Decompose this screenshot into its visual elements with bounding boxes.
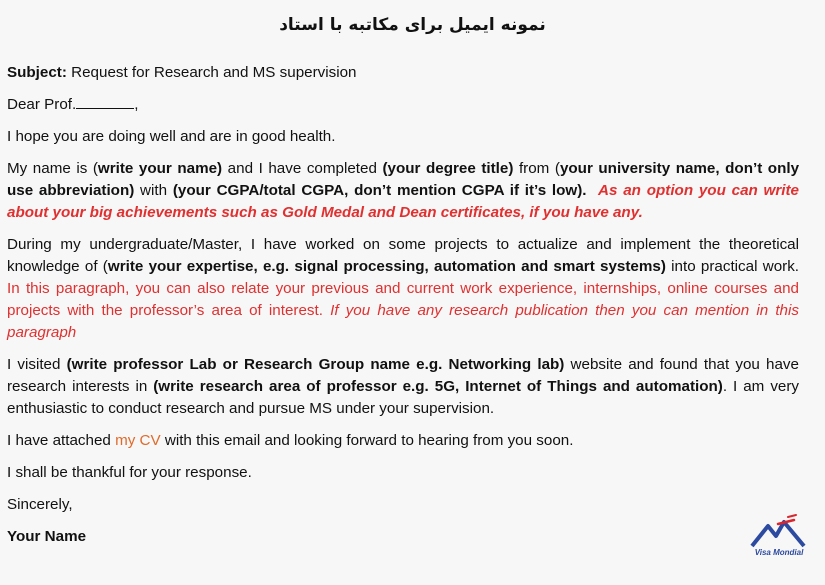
subject-line	[7, 62, 799, 84]
paragraph-cv	[7, 430, 799, 452]
text-run: from (	[513, 160, 560, 177]
intro-paragraph: I hope you are doing well and are in good health.	[7, 128, 336, 145]
placeholder-cgpa: (your CGPA/total CGPA, don’t mention CGPA if it’s low).	[172, 182, 587, 199]
paragraph-background	[7, 158, 799, 224]
paragraph-interest	[7, 354, 799, 420]
name-blank	[76, 94, 134, 109]
tip-experience: In this paragraph, you can also relate your previous and current work experience, internships, online courses and projects with the professor’s area of interest.	[7, 280, 799, 319]
text-run: into practical work.	[665, 258, 800, 275]
placeholder-degree: (your degree title)	[382, 160, 514, 177]
greeting	[7, 94, 799, 116]
placeholder-lab: (write professor Lab or Research Group name e.g. Networking lab)	[66, 356, 565, 373]
tip-achievements: As an option you can write about your big achievements such as Gold Medal and Dean certificates, if you have any.	[7, 182, 799, 221]
subject-label: Subject:	[7, 64, 67, 81]
text-run: I have attached	[7, 432, 116, 449]
cv-highlight: my CV	[115, 432, 161, 449]
text-run: with	[134, 182, 173, 199]
text-run: and I have completed	[222, 160, 383, 177]
page-title: نمونه ایمیل برای مکاتبه با استاد	[279, 15, 546, 35]
closing-line: Sincerely,	[7, 496, 73, 513]
email-body	[7, 62, 799, 558]
greeting-text: Dear Prof.	[7, 96, 77, 113]
greeting-end: ,	[134, 96, 139, 113]
text-run: I visited	[7, 356, 67, 373]
text-run: website and found that you have research interests in	[7, 356, 799, 395]
text-run: . I am very enthusiastic to conduct research and pursue MS under your supervision.	[7, 378, 800, 417]
placeholder-expertise: write your expertise, e.g. signal processing, automation and smart systems)	[107, 258, 666, 275]
text-run: with this email and looking forward to hearing from you soon.	[160, 432, 574, 449]
signature: Your Name	[7, 528, 87, 545]
text-run: During my undergraduate/Master, I have worked on some projects to actualize and implement the theoretical knowledge of (	[7, 236, 799, 275]
placeholder-university: your university name, don’t only use abbreviation)	[7, 160, 800, 199]
thanks-line: I shall be thankful for your response.	[7, 464, 252, 481]
logo-text: Visa Mondial	[754, 548, 804, 557]
placeholder-name: write your name)	[97, 160, 223, 177]
subject-text: Request for Research and MS supervision	[66, 64, 357, 81]
tip-publications: If you have any research publication then you can mention in this paragraph	[7, 302, 799, 341]
placeholder-research-area: (write research area of professor e.g. 5G, Internet of Things and automation)	[153, 378, 723, 395]
paragraph-experience	[7, 234, 799, 344]
text-run: My name is (	[7, 160, 98, 177]
